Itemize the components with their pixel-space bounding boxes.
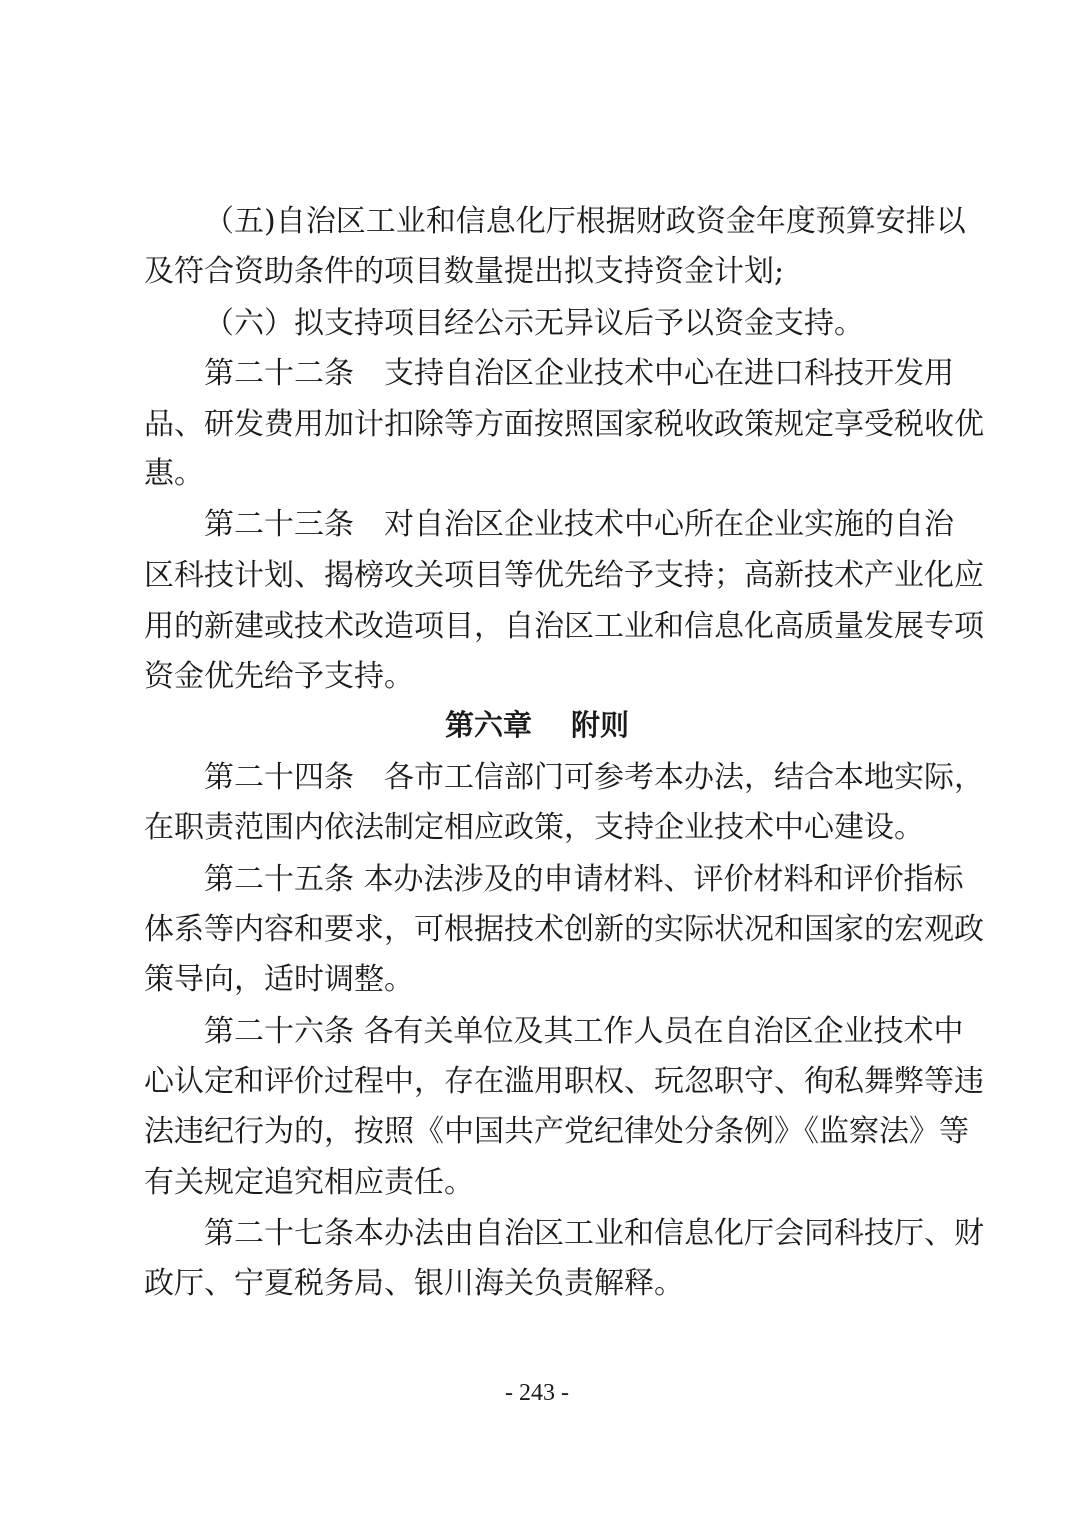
chapter-heading: 第六章 附则 <box>444 708 630 742</box>
page-number: - 243 - <box>505 1380 569 1406</box>
document-page: （五)自治区工业和信息化厅根据财政资金年度预算安排以 及符合资助条件的项目数量提出拟支持资金计划; （六）拟支持项目经公示无异议后予以资金支持。 第二十二条 支持自治区企业技术中心在进口科技开发用 品、研发费用加计扣除等方面按照国家税收政策规定享受税收优 惠。 第二十三条 对自治区企业技术中心所在企业实施的自治 区科技计划、揭榜攻关项目等优先给予支持；高新技术产业化应 用的新建或技术改造项目，自治区工业和信息化高质量发展专项 资金优先给予支持。 第六章 附则 第二十四条 各市工信部门可参考本办法，结合本地实际， 在职责范围内依法制定相应政策，支持企业技术中心建设。 第二十五条 本办法涉及的申请材料、评价材料和评价指标 体系等内容和要求，可根据技术创新的实际状况和国家的宏观政 策导向，适时调整。 第二十六条 各有关单位及其工作人员在自治区企业技术中 心认定和评价过程中，存在滥用职权、玩忽职守、徇私舞弊等违 法违纪行为的，按照《中国共产党纪律处分条例》《监察法》等 有关规定追究相应责任。 第二十七条本办法由自治区工业和信息化厅会同科技厅、财 政厅、宁夏税务局、银川海关负责解释。 - 243 - <box>0 0 1074 1520</box>
